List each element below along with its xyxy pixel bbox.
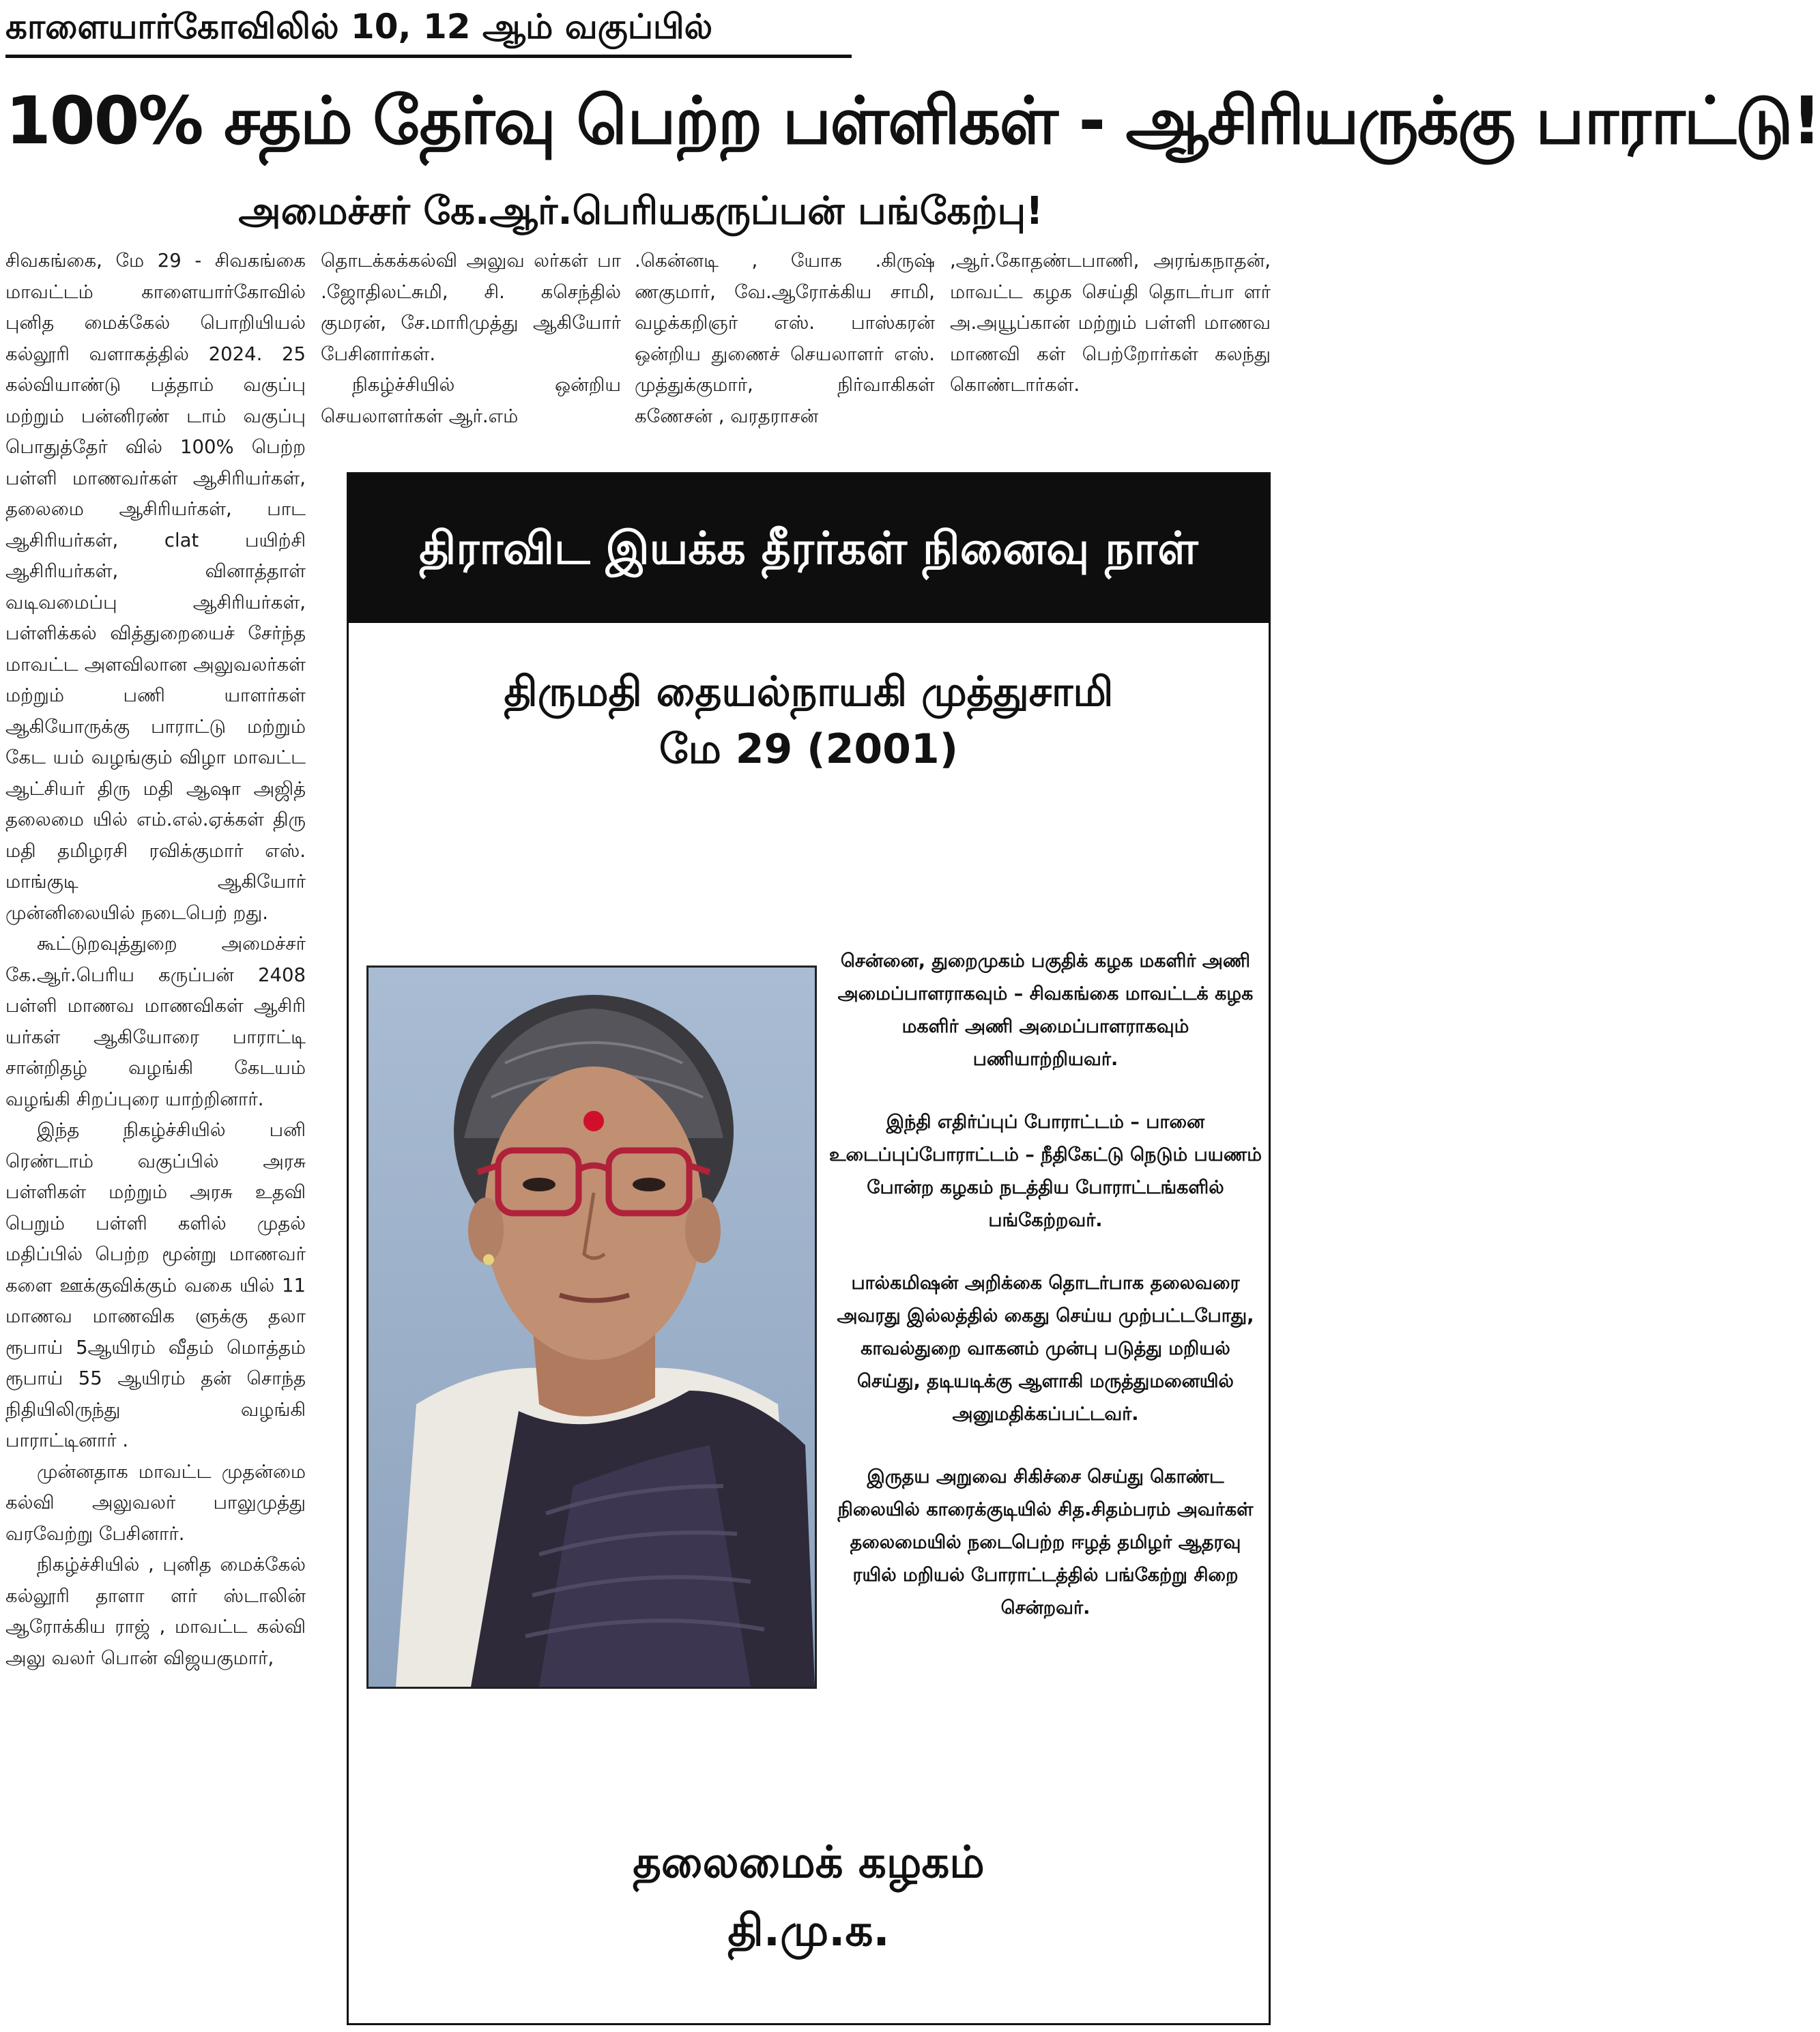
article-paragraph: நிகழ்ச்சியில் ஒன்றிய செயலாளர்கள் ஆர்.எம் <box>321 374 621 427</box>
bio-paragraph: சென்னை, துறைமுகம் பகுதிக் கழக மகளிர் அணி அமைப்பாளராகவும் – சிவகங்கை மாவட்டக் கழக மகளிர் அணி அமைப்பாளராகவும் பணியாற்றியவர். <box>837 950 1254 1070</box>
footer-party: தி.மு.க. <box>727 1906 890 1956</box>
footer-organization: தலைமைக் கழகம் <box>633 1838 985 1888</box>
subheadline: அமைச்சர் கே.ஆர்.பெரியகருப்பன் பங்கேற்பு! <box>238 189 1043 233</box>
article-column-4 <box>950 246 1271 450</box>
article-paragraph: நிகழ்ச்சியில் , புனித மைக்கேல் கல்லூரி தாளா ளர் ஸ்டாலின் ஆரோக்கிய ராஜ் , மாவட்ட கல்வி அலு வலர் பொன் விஜயகுமார், <box>5 1554 306 1669</box>
memorial-name: திருமதி தையல்நாயகி முத்துசாமி <box>504 668 1114 716</box>
article-column-1 <box>5 246 306 2027</box>
bio-paragraph: பால்கமிஷன் அறிக்கை தொடர்பாக தலைவரை அவரது இல்லத்தில் கைது செய்ய முற்பட்டபோது, காவல்துறை வாகனம் முன்பு படுத்து மறியல் செய்து, தடியடிக்கு ஆளாகி மருத்துமனையில் அனுமதிக்கப்பட்டவர். <box>837 1273 1254 1425</box>
article-paragraph: கூட்டுறவுத்துறை அமைச்சர் கே.ஆர்.பெரிய கருப்பன் 2408 பள்ளி மாணவ மாணவிகள் ஆசிரி யர்கள் ஆகியோரை பாராட்டி சான்றிதழ் வழங்கி கேடயம் வழங்கி சிறப்புரை யாற்றினார். <box>5 933 306 1110</box>
memorial-header: திராவிட இயக்க தீரர்கள் நினைவு நாள் <box>349 474 1269 623</box>
article-column-3 <box>635 246 935 450</box>
article-column-2 <box>321 246 621 450</box>
main-headline: 100% சதம் தேர்வு பெற்ற பள்ளிகள் - ஆசிரியருக்கு பாராட்டு! <box>5 83 1820 159</box>
memorial-date: மே 29 (2001) <box>659 725 958 773</box>
portrait-photo <box>366 966 817 1689</box>
article-paragraph: சிவகங்கை, மே 29 - சிவகங்கை மாவட்டம் காளையார்கோவில் புனித மைக்கேல் பொறியியல் கல்லூரி வளாகத்தில் 2024. 25 கல்வியாண்டு பத்தாம் வகுப்பு மற்றும் பன்னிரண் டாம் வகுப்பு பொதுத்தேர் வில் 100% பெற்ற பள்ளி மாணவர்கள் ஆசிரியர்கள், தலைமை ஆசிரியர்கள், பாட ஆசிரியர்கள், clat பயிற்சி ஆசிரியர்கள், வினாத்தாள் வடிவமைப்பு ஆசிரியர்கள், பள்ளிக்கல் வித்துறையைச் சேர்ந்த மாவட்ட அளவிலான அலுவலர்கள் மற்றும் பணி யாளர்கள் ஆகியோருக்கு பாராட்டு மற்றும் கேட யம் வழங்கும் விழா மாவட்ட ஆட்சியர் திரு மதி ஆஷா அஜித் தலைமை யில் எம்.எல்.ஏக்கள் திரு மதி தமிழரசி ரவிக்குமார் எஸ். மாங்குடி ஆகியோர் முன்னிலையில் நடைபெற் றது. <box>5 250 306 924</box>
memorial-bio <box>826 945 1265 1655</box>
article-paragraph: இந்த நிகழ்ச்சியில் பனி ரெண்டாம் வகுப்பில் அரசு பள்ளிகள் மற்றும் அரசு உதவி பெறும் பள்ளி களில் முதல் மதிப்பில் பெற்ற மூன்று மாணவர் களை ஊக்குவிக்கும் வகை யில் 11 மாணவ மாணவிக ளுக்கு தலா ரூபாய் 5ஆயிரம் வீதம் மொத்தம் ரூபாய் 55 ஆயிரம் தன் சொந்த நிதியிலிருந்து வழங்கி பாராட்டினார் . <box>5 1119 306 1451</box>
article-paragraph: தொடக்கக்கல்வி அலுவ லர்கள் பா .ஜோதிலட்சுமி, சி. கசெந்தில் குமரன், சே.மாரிமுத்து ஆகியோர் பேசினார்கள். <box>321 250 621 365</box>
bio-paragraph: இருதய அறுவை சிகிச்சை செய்து கொண்ட நிலையில் காரைக்குடியில் சித.சிதம்பரம் அவர்கள் தலைமையில் நடைபெற்ற ஈழத் தமிழர் ஆதரவு ரயில் மறியல் போராட்டத்தில் பங்கேற்று சிறை சென்றவர். <box>837 1466 1254 1619</box>
bio-paragraph: இந்தி எதிர்ப்புப் போராட்டம் – பானை உடைப்புப்போராட்டம் – நீதிகேட்டு நெடும் பயணம் போன்ற கழகம் நடத்திய போராட்டங்களில் பங்கேற்றவர். <box>829 1112 1262 1231</box>
article-paragraph: .கென்னடி , யோக .கிருஷ் ணகுமார், வே.ஆரோக்கிய சாமி, வழக்கறிஞர் எஸ். பாஸ்கரன் ஒன்றிய துணைச் செயலாளர் எஸ். முத்துக்குமார், நிர்வாகிகள் கணேசன் , வரதராசன் <box>635 250 935 427</box>
memorial-box <box>347 472 1271 2025</box>
kicker-headline: காளையார்கோவிலில் 10, 12 ஆம் வகுப்பில் <box>5 1 852 58</box>
article-paragraph: ,ஆர்.கோதண்டபாணி, அரங்கநாதன், மாவட்ட கழக செய்தி தொடர்பா ளர் அ.அயூப்கான் மற்றும் பள்ளி மாணவ மாணவி கள் பெற்றோர்கள் கலந்து கொண்டார்கள். <box>950 250 1271 396</box>
article-paragraph: முன்னதாக மாவட்ட முதன்மை கல்வி அலுவலர் பாலுமுத்து வரவேற்று பேசினார். <box>5 1460 306 1545</box>
